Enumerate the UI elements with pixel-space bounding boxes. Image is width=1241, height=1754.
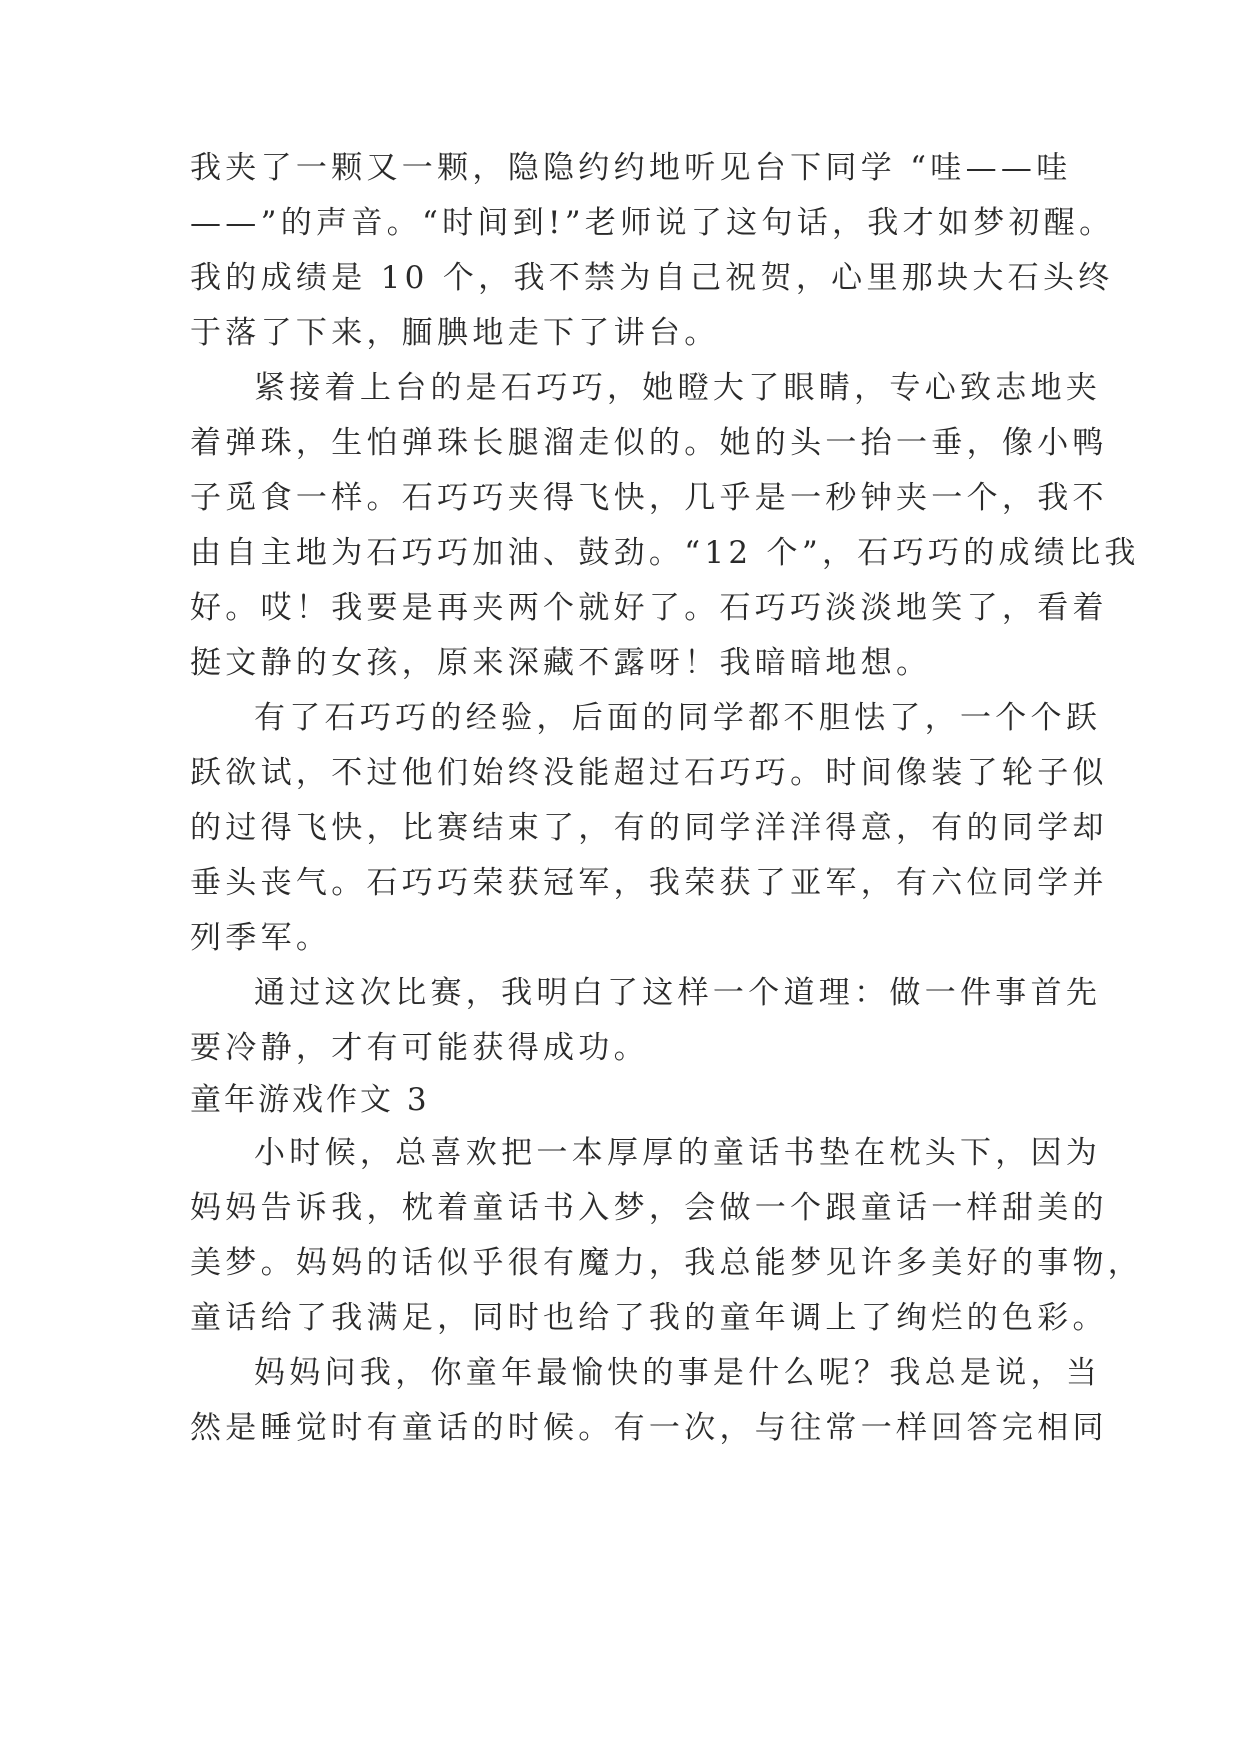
paragraph-line: 好。哎！我要是再夹两个就好了。石巧巧淡淡地笑了，看着 [190,590,1108,626]
paragraph-line: 我夹了一颗又一颗，隐隐约约地听见台下同学 “哇——哇 [190,150,1072,186]
paragraph-line: 妈妈告诉我，枕着童话书入梦，会做一个跟童话一样甜美的 [190,1190,1108,1226]
paragraph-line: 跃欲试，不过他们始终没能超过石巧巧。时间像装了轮子似 [190,755,1108,791]
paragraph-line: 我的成绩是 10 个，我不禁为自己祝贺，心里那块大石头终 [190,260,1114,296]
paragraph-line: 小时候，总喜欢把一本厚厚的童话书垫在枕头下，因为 [254,1135,1102,1171]
section-heading: 童年游戏作文 3 [190,1082,430,1118]
paragraph-line: 挺文静的女孩，原来深藏不露呀！我暗暗地想。 [190,645,932,681]
paragraph-line: 垂头丧气。石巧巧荣获冠军，我荣获了亚军，有六位同学并 [190,865,1108,901]
paragraph-line: 着弹珠，生怕弹珠长腿溜走似的。她的头一抬一垂，像小鸭 [190,425,1108,461]
paragraph-line: 要冷静，才有可能获得成功。 [190,1030,649,1066]
paragraph-line: 然是睡觉时有童话的时候。有一次，与往常一样回答完相同 [190,1410,1108,1446]
paragraph-line: 紧接着上台的是石巧巧，她瞪大了眼睛，专心致志地夹 [254,370,1102,406]
paragraph-line: 通过这次比赛，我明白了这样一个道理：做一件事首先 [254,975,1102,1011]
paragraph-line: 妈妈问我，你童年最愉快的事是什么呢？我总是说，当 [254,1355,1102,1391]
paragraph-line: 于落了下来，腼腆地走下了讲台。 [190,315,720,351]
paragraph-line: 的过得飞快，比赛结束了，有的同学洋洋得意，有的同学却 [190,810,1108,846]
paragraph-line: 列季军。 [190,920,332,956]
paragraph-line: 由自主地为石巧巧加油、鼓劲。“12 个”，石巧巧的成绩比我 [190,535,1140,571]
paragraph-line: 童话给了我满足，同时也给了我的童年调上了绚烂的色彩。 [190,1300,1108,1336]
paragraph-line: 子觅食一样。石巧巧夹得飞快，几乎是一秒钟夹一个，我不 [190,480,1108,516]
paragraph-line: 美梦。妈妈的话似乎很有魔力，我总能梦见许多美好的事物， [190,1245,1144,1281]
paragraph-line: ——”的声音。“时间到!”老师说了这句话，我才如梦初醒。 [190,205,1115,241]
paragraph-line: 有了石巧巧的经验，后面的同学都不胆怯了，一个个跃 [254,700,1102,736]
